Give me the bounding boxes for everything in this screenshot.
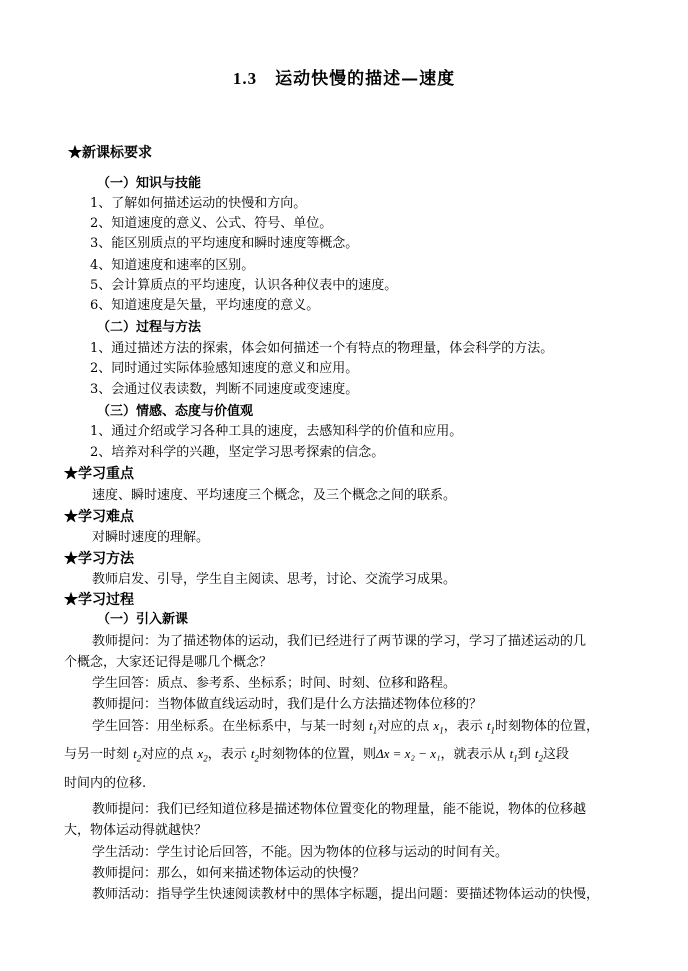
list-item: 2、知道速度的意义、公式、符号、单位。 xyxy=(90,216,333,231)
text-span: 时刻物体的位置，则 xyxy=(258,747,376,762)
subheading-attitude-values: （三）情感、态度与价值观 xyxy=(97,404,254,419)
list-item: 1、通过描述方法的探索，体会如何描述一个有特点的物理量，体会科学的方法。 xyxy=(90,341,554,356)
paragraph-line: 教师提问：我们已经知道位移是描述物体位置变化的物理量，能不能说，物体的位移越 xyxy=(92,802,587,817)
methods-text: 教师启发、引导，学生自主阅读、思考，讨论、交流学习成果。 xyxy=(92,572,457,587)
paragraph-line: 教师活动：指导学生快速阅读教材中的黑体字标题，提出问题：要描述物体运动的快慢， xyxy=(92,887,600,902)
list-item: 1、通过介绍或学习各种工具的速度，去感知科学的价值和应用。 xyxy=(90,424,463,439)
list-item: 1、了解如何描述运动的快慢和方向。 xyxy=(90,196,307,211)
math-t2: $t_2$ xyxy=(250,746,259,764)
text-span: 这段 xyxy=(543,747,570,762)
text-span: ，就表示从 xyxy=(440,747,510,762)
subheading-introduction: （一）引入新课 xyxy=(97,612,189,627)
paragraph-line: 时间内的位移. xyxy=(64,776,147,791)
paragraph-line: 个概念，大家还记得是哪几个概念？ xyxy=(64,655,273,670)
text-span: 对应的点 xyxy=(377,719,434,734)
heading-methods: ★学习方法 xyxy=(64,551,134,567)
heading-key-points: ★学习重点 xyxy=(64,466,134,482)
math-t1: $t_1$ xyxy=(509,746,518,764)
list-item: 2、同时通过实际体验感知速度的意义和应用。 xyxy=(90,361,359,376)
text-span: 对应的点 xyxy=(141,747,198,762)
list-item: 4、知道速度和速率的区别。 xyxy=(90,258,255,273)
list-item: 2、培养对科学的兴趣，坚定学习思考探索的信念。 xyxy=(90,445,385,460)
paragraph-line: 大，物体运动得就越快？ xyxy=(64,823,208,838)
text-span: ，表示 xyxy=(443,719,487,734)
paragraph-line xyxy=(92,716,672,741)
math-x2: $x_2$ xyxy=(197,746,208,764)
heading-learning-process: ★学习过程 xyxy=(64,592,134,608)
math-t1: $t_1$ xyxy=(369,718,378,736)
page-title xyxy=(0,64,688,89)
list-item: 6、知道速度是矢量，平均速度的意义。 xyxy=(90,298,320,313)
math-t1: $t_1$ xyxy=(486,718,495,736)
subheading-knowledge-skills: （一）知识与技能 xyxy=(97,176,202,191)
math-t2: $t_2$ xyxy=(534,746,544,764)
math-x1: $x_1$ xyxy=(433,718,444,736)
text-span: ，表示 xyxy=(207,747,251,762)
subheading-process-methods: （二）过程与方法 xyxy=(97,320,202,335)
heading-curriculum-requirements: ★新课标要求 xyxy=(68,145,152,161)
text-span: 学生回答：用坐标系。在坐标系中，与某一时刻 xyxy=(92,719,370,734)
list-item: 3、会通过仪表读数，判断不同速度或变速度。 xyxy=(90,382,359,397)
math-formula-displacement: Δx = x₂ − x₁ xyxy=(375,746,441,761)
text-span: 时刻物体的位置， xyxy=(494,719,599,734)
paragraph-line: 教师提问：为了描述物体的运动，我们已经进行了两节课的学习，学习了描述运动的几 xyxy=(92,634,587,649)
math-t2: $t_2$ xyxy=(133,746,142,764)
text-span: 到 xyxy=(517,747,535,762)
text-span: 与另一时刻 xyxy=(64,747,134,762)
heading-difficulties: ★学习难点 xyxy=(64,509,134,525)
paragraph-line: 学生活动：学生讨论后回答，不能。因为物体的位移与运动的时间有关。 xyxy=(92,845,509,860)
title-text: 运动快慢的描述—速度 xyxy=(275,69,456,89)
paragraph-line: 学生回答：质点、参考系、坐标系；时间、时刻、位移和路程。 xyxy=(92,676,457,691)
difficulties-text: 对瞬时速度的理解。 xyxy=(92,530,210,545)
key-points-text: 速度、瞬时速度、平均速度三个概念，及三个概念之间的联系。 xyxy=(92,488,457,503)
paragraph-line xyxy=(64,744,644,769)
paragraph-line: 教师提问：当物体做直线运动时，我们是什么方法描述物体位移的？ xyxy=(92,697,483,712)
paragraph-line: 教师提问：那么，如何来描述物体运动的快慢？ xyxy=(92,866,366,881)
list-item: 3、能区别质点的平均速度和瞬时速度等概念。 xyxy=(90,236,359,251)
list-item: 5、会计算质点的平均速度，认识各种仪表中的速度。 xyxy=(90,278,398,293)
section-number: 1.3 xyxy=(232,69,258,88)
